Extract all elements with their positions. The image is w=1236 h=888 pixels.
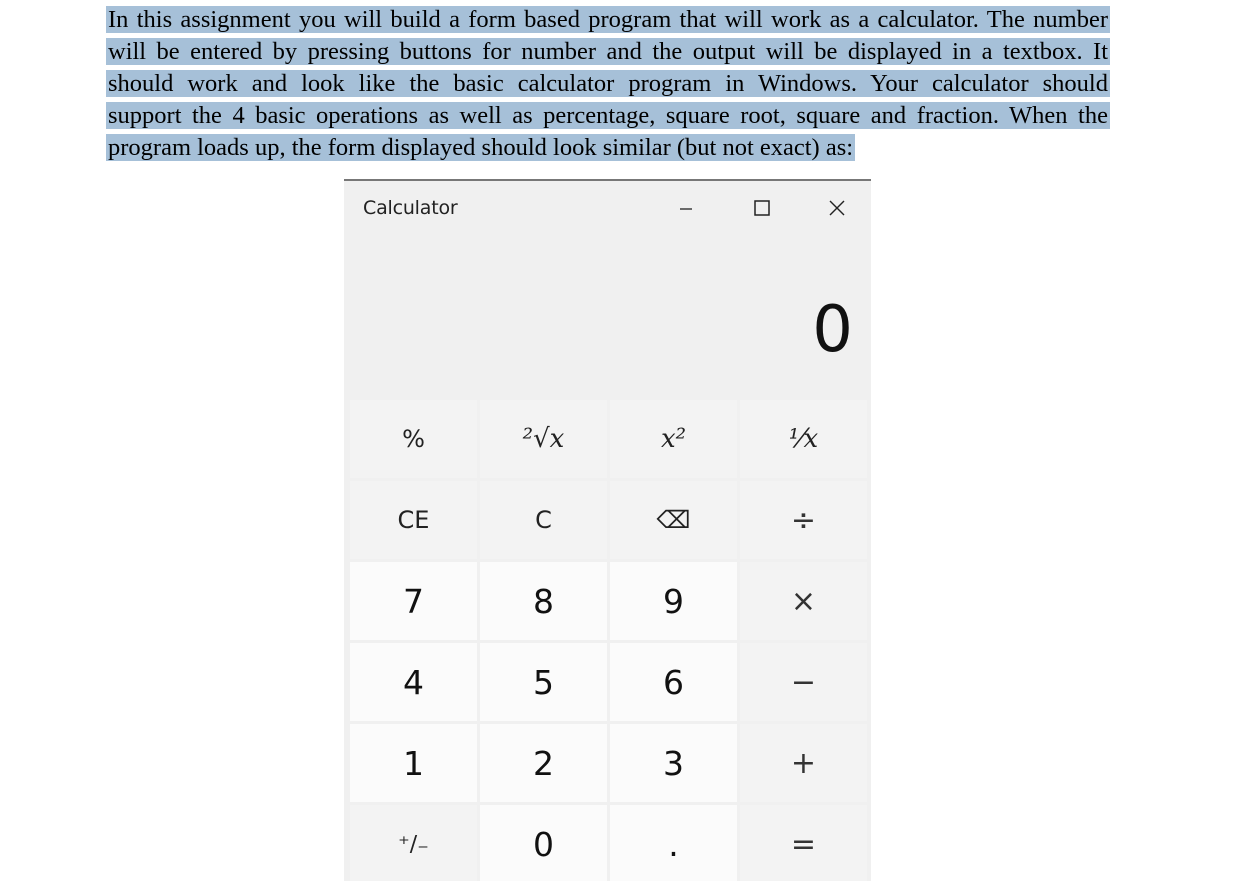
result-display: [344, 235, 871, 398]
square-label: x²: [660, 424, 687, 454]
digit-3-label: 3: [663, 743, 684, 783]
paragraph-line-5: program loads up, the form displayed should look similar (but not exact) as:: [108, 134, 854, 161]
divide-button[interactable]: [740, 481, 867, 559]
assignment-paragraph: [106, 4, 1110, 164]
add-label: +: [790, 745, 817, 781]
digit-7-button[interactable]: [350, 562, 477, 640]
negate-button[interactable]: [350, 805, 477, 881]
digit-5-label: 5: [533, 662, 554, 702]
square-root-button[interactable]: [480, 400, 607, 478]
close-icon: [828, 199, 846, 217]
maximize-button[interactable]: [736, 189, 788, 227]
title-bar: [344, 181, 871, 235]
digit-5-button[interactable]: [480, 643, 607, 721]
clear-entry-button[interactable]: [350, 481, 477, 559]
paragraph-line-3: should work and look like the basic calculator program in Windows. Your calculator should: [108, 70, 1108, 97]
digit-2-button[interactable]: [480, 724, 607, 802]
clear-label: C: [535, 506, 552, 534]
digit-7-label: 7: [403, 581, 424, 621]
keypad: [350, 400, 870, 881]
square-button[interactable]: [610, 400, 737, 478]
paragraph-line-1: In this assignment you will build a form based program that will work as a calculator. The number: [108, 6, 1108, 33]
clear-button[interactable]: [480, 481, 607, 559]
display-value: 0: [812, 293, 853, 367]
close-button[interactable]: [811, 189, 863, 227]
digit-9-button[interactable]: [610, 562, 737, 640]
digit-8-label: 8: [533, 581, 554, 621]
paragraph-line-2: will be entered by pressing buttons for number and the output will be displayed in a textbox. It: [108, 38, 1108, 65]
reciprocal-label: ⅟x: [788, 424, 819, 454]
calculator-window: [344, 179, 871, 881]
equals-button[interactable]: [740, 805, 867, 881]
subtract-button[interactable]: [740, 643, 867, 721]
equals-label: =: [790, 826, 817, 862]
digit-1-label: 1: [403, 743, 424, 783]
decimal-label: .: [668, 824, 679, 864]
backspace-button[interactable]: [610, 481, 737, 559]
digit-0-button[interactable]: [480, 805, 607, 881]
maximize-icon: [753, 199, 771, 217]
decimal-button[interactable]: [610, 805, 737, 881]
clear-entry-label: CE: [397, 506, 430, 534]
add-button[interactable]: [740, 724, 867, 802]
multiply-label: ×: [790, 583, 817, 619]
percent-button[interactable]: [350, 400, 477, 478]
digit-9-label: 9: [663, 581, 684, 621]
percent-label: %: [402, 425, 425, 453]
negate-label: ⁺∕₋: [398, 831, 429, 857]
digit-6-label: 6: [663, 662, 684, 702]
square-root-label: ²√x: [522, 424, 565, 454]
subtract-label: −: [790, 664, 817, 700]
app-title: Calculator: [363, 197, 458, 219]
digit-6-button[interactable]: [610, 643, 737, 721]
digit-8-button[interactable]: [480, 562, 607, 640]
digit-2-label: 2: [533, 743, 554, 783]
minimize-icon: [678, 200, 694, 216]
digit-0-label: 0: [533, 824, 554, 864]
backspace-label: ⌫: [656, 506, 691, 534]
digit-1-button[interactable]: [350, 724, 477, 802]
digit-3-button[interactable]: [610, 724, 737, 802]
multiply-button[interactable]: [740, 562, 867, 640]
digit-4-button[interactable]: [350, 643, 477, 721]
minimize-button[interactable]: [660, 189, 712, 227]
divide-label: ÷: [790, 502, 817, 538]
reciprocal-button[interactable]: [740, 400, 867, 478]
digit-4-label: 4: [403, 662, 424, 702]
paragraph-line-4: support the 4 basic operations as well as percentage, square root, square and fraction. When the: [108, 102, 1108, 129]
